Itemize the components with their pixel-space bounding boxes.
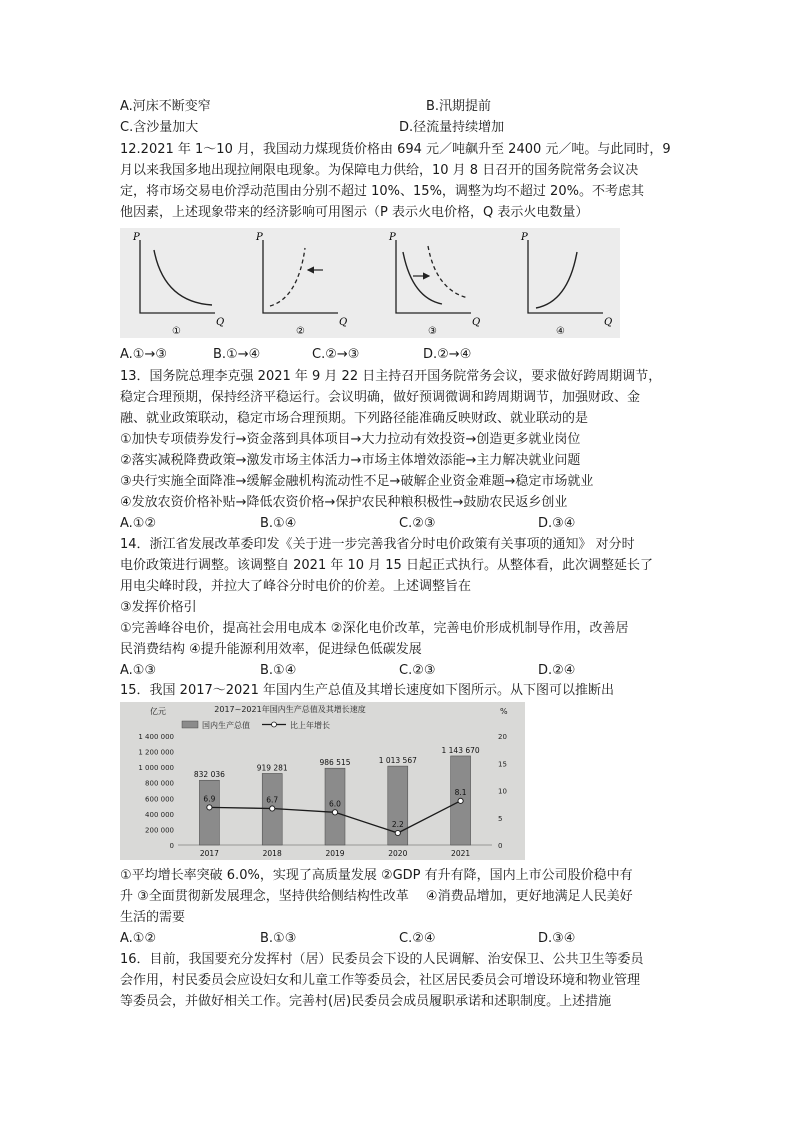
q14-text-line: 用电尖峰时段，并拉大了峰谷分时电价的价差。上述调整旨在 [120, 579, 472, 594]
graph-2 [255, 232, 347, 337]
growth-point [395, 830, 400, 835]
q16-text-line: 会作用，村民委员会应设妇女和儿童工作等委员会，社区居民委员会可增设环境和物业管理 [120, 973, 641, 988]
q13-option-a[interactable]: A.①② [120, 516, 157, 531]
growth-point [207, 805, 212, 810]
q13-statement: ④发放农资价格补贴→降低农资价格→保护农民种粮积极性→鼓励农民返乡创业 [120, 495, 568, 510]
q13-option-b[interactable]: B.①④ [260, 516, 297, 531]
q15-statement: ①平均增长率突破 6.0%，实现了高质量发展 ②GDP 有升有降，国内上市公司股价稳中有 [120, 868, 633, 883]
q14-text-line: 电价政策进行调整。该调整自 2021 年 10 月 15 日起正式执行。从整体看，此次调整延长了 [120, 558, 653, 573]
right-tick-label: 20 [498, 733, 507, 741]
graph-number: ② [296, 326, 305, 337]
p-axis-label: P [133, 232, 140, 243]
shifted-supply-curve [270, 248, 305, 306]
q11-option-d[interactable]: D.径流量持续增加 [399, 120, 505, 135]
q-axis-label: Q [472, 317, 481, 328]
q12-text-line: 12.2021 年 1～10 月，我国动力煤现货价格由 694 元／吨飙升至 2400 元／吨。与此同时，9 [120, 142, 671, 157]
growth-point [270, 806, 275, 811]
x-tick-label: 2020 [388, 849, 408, 858]
right-tick-label: 10 [498, 787, 507, 796]
q14-statement: ①完善峰谷电价，提高社会用电成本 ②深化电价改革，完善电价形成机制导作用，改善居 [120, 621, 629, 636]
x-tick-label: 2018 [262, 849, 282, 858]
q14-option-b[interactable]: B.①④ [260, 663, 297, 678]
graph-3 [388, 232, 480, 337]
q15-text-line: 15．我国 2017～2021 年国内生产总值及其增长速度如下图所示。从下图可以推断出 [120, 683, 614, 698]
graph-4 [520, 232, 612, 337]
gdp-bar-label: 919 281 [256, 763, 288, 773]
graph-number: ④ [556, 326, 565, 337]
supply-curve [536, 252, 577, 308]
q15-option-a[interactable]: A.①② [120, 931, 157, 946]
left-tick-label: 1 400 000 [138, 733, 174, 741]
growth-label: 2.2 [391, 820, 404, 830]
q14-option-c[interactable]: C.②③ [399, 663, 436, 678]
left-tick-label: 600 000 [145, 795, 174, 804]
q12-text-line: 月以来我国多地出现拉闸限电现象。为保障电力供给，10 月 8 日召开的国务院常务会议决 [120, 163, 639, 178]
q16-text-line: 等委员会，并做好相关工作。完善村(居)民委员会成员履职承诺和述职制度。上述措施 [120, 994, 612, 1009]
left-tick-label: 0 [169, 842, 174, 850]
graph-1 [132, 232, 224, 337]
gdp-bar-label: 1 013 567 [378, 756, 417, 766]
left-tick-label: 800 000 [145, 779, 174, 788]
q14-statement: ③发挥价格引 [120, 600, 197, 615]
legend-line-label: 比上年增长 [290, 721, 330, 730]
growth-label: 6.7 [266, 795, 279, 805]
x-tick-label: 2019 [325, 849, 345, 858]
growth-label: 6.9 [203, 794, 216, 804]
q13-statement: ①加快专项债券发行→资金落到具体项目→大力拉动有效投资→创造更多就业岗位 [120, 432, 581, 447]
left-tick-label: 200 000 [145, 826, 174, 835]
q12-option-c[interactable]: C.②→③ [312, 347, 360, 362]
gdp-bar-label: 986 515 [319, 758, 351, 768]
q13-text-line: 13．国务院总理李克强 2021 年 9 月 22 日主持召开国务院常务会议，要求做好跨周期调节， [120, 369, 662, 384]
growth-label: 6.0 [329, 799, 341, 809]
gdp-bar-label: 832 036 [193, 770, 225, 780]
left-tick-label: 400 000 [145, 810, 174, 819]
q15-statement: 生活的需要 [120, 910, 186, 925]
q13-statement: ②落实减税降费政策→激发市场主体活力→市场主体增效添能→主力解决就业问题 [120, 453, 581, 468]
gdp-bar [199, 780, 219, 845]
q13-statement: ③央行实施全面降准→缓解金融机构流动性不足→破解企业资金难题→稳定市场就业 [120, 474, 594, 489]
q-axis-label: Q [604, 317, 613, 328]
q-axis-label: Q [216, 317, 225, 328]
q12-text-line: 他因素，上述现象带来的经济影响可用图示（P 表示火电价格，Q 表示火电数量） [120, 205, 589, 220]
demand-curve [403, 252, 442, 304]
q-axis-label: Q [339, 317, 348, 328]
q14-option-d[interactable]: D.②④ [538, 663, 576, 678]
q12-option-b[interactable]: B.①→④ [213, 347, 261, 362]
left-tick-label: 1 000 000 [138, 764, 174, 773]
supply-demand-graphs [120, 228, 620, 338]
p-axis-label: P [389, 232, 396, 243]
q16-text-line: 16．目前，我国要充分发挥村（居）民委员会下设的人民调解、治安保卫、公共卫生等委员 [120, 952, 644, 967]
right-tick-label: 0 [498, 842, 503, 850]
q15-option-d[interactable]: D.③④ [538, 931, 576, 946]
right-axis-unit: % [500, 707, 508, 716]
p-axis-label: P [256, 232, 263, 243]
q11-option-b[interactable]: B.汛期提前 [426, 99, 492, 114]
gdp-bar-label: 1 143 670 [441, 745, 480, 755]
demand-curve [154, 250, 212, 305]
graph-number: ① [172, 326, 181, 337]
gdp-chart [120, 702, 525, 860]
q11-option-c[interactable]: C.含沙量加大 [120, 120, 199, 135]
q13-text-line: 稳定合理预期，保持经济平稳运行。会议明确，做好预调微调和跨周期调节，加强财政、金 [120, 390, 641, 405]
graph-number: ③ [428, 326, 437, 337]
left-axis-unit: 亿元 [150, 707, 166, 716]
shifted-demand-curve [428, 246, 468, 298]
x-tick-label: 2021 [451, 849, 471, 858]
right-tick-label: 15 [498, 760, 507, 769]
q13-option-d[interactable]: D.③④ [538, 516, 576, 531]
q14-option-a[interactable]: A.①③ [120, 663, 157, 678]
legend-bar-label: 国内生产总值 [202, 721, 250, 730]
legend-bar-swatch [182, 721, 198, 728]
chart-title: 2017~2021年国内生产总值及其增长速度 [214, 705, 366, 714]
q14-text-line: 14．浙江省发展改革委印发《关于进一步完善我省分时电价政策有关事项的通知》 对分时 [120, 537, 635, 552]
q14-statement: 民消费结构 ④提升能源利用效率，促进绿色低碳发展 [120, 642, 422, 657]
q13-option-c[interactable]: C.②③ [399, 516, 436, 531]
q15-option-c[interactable]: C.②④ [399, 931, 436, 946]
right-tick-label: 5 [498, 814, 503, 823]
q13-text-line: 融、就业政策联动，稳定市场合理预期。下列路径能准确反映财政、就业联动的是 [120, 411, 589, 426]
q15-option-b[interactable]: B.①③ [260, 931, 297, 946]
growth-point [332, 810, 337, 815]
q12-option-a[interactable]: A.①→③ [120, 347, 167, 362]
x-tick-label: 2017 [199, 849, 219, 858]
p-axis-label: P [521, 232, 528, 243]
q15-statement: 升 ③全面贯彻新发展理念，坚持供给侧结构性改革 ④消费品增加，更好地满足人民美好 [120, 889, 633, 904]
q12-option-d[interactable]: D.②→④ [423, 347, 472, 362]
q11-option-a[interactable]: A.河床不断变窄 [120, 99, 211, 114]
growth-label: 8.1 [454, 787, 467, 797]
q12-text-line: 定，将市场交易电价浮动范围由分别不超过 10%、15%，调整为均不超过 20%。不考虑其 [120, 184, 644, 199]
left-tick-label: 1 200 000 [138, 748, 174, 757]
growth-point [458, 798, 463, 803]
